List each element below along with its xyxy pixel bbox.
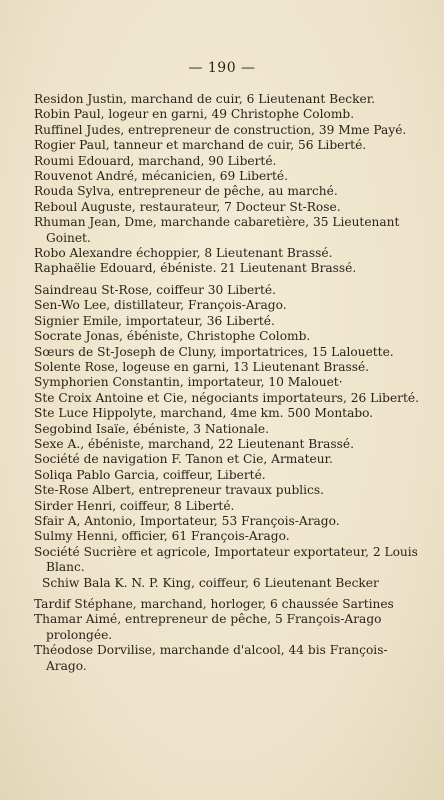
list-item: Sœurs de St-Joseph de Cluny, importatrices, 15 Lalouette. — [34, 344, 394, 359]
list-item: Roumi Edouard, marchand, 90 Liberté. — [34, 153, 277, 168]
directory-list — [34, 92, 428, 674]
page-number: — 190 — — [188, 60, 256, 76]
list-item: Symphorien Constantin, importateur, 10 Malouet· — [34, 375, 343, 390]
list-item: Sulmy Henni, officier, 61 François-Arago. — [34, 529, 290, 544]
list-item: Saindreau St-Rose, coiffeur 30 Liberté. — [34, 282, 276, 297]
list-item: Signier Emile, importateur, 36 Liberté. — [34, 313, 275, 328]
list-item: Sexe A., ébéniste, marchand, 22 Lieutenant Brassé. — [34, 436, 354, 451]
list-item: Ste Luce Hippolyte, marchand, 4me km. 500 Montabo. — [34, 406, 374, 421]
list-item: Théodose Dorvilise, marchande d'alcool, 44 bis François-Arago. — [34, 643, 388, 673]
list-item: Ste-Rose Albert, entrepreneur travaux publics. — [34, 483, 325, 498]
list-item: Residon Justin, marchand de cuir, 6 Lieutenant Becker. — [34, 92, 376, 106]
list-item: Sfair A, Antonio, Importateur, 53 François-Arago. — [34, 513, 340, 528]
list-item: Sen-Wo Lee, distillateur, François-Arago. — [34, 298, 287, 313]
list-item: Rouda Sylva, entrepreneur de pêche, au marché. — [34, 184, 338, 199]
list-item: Schiw Bala K. N. P. King, coiffeur, 6 Lieutenant Becker — [42, 575, 379, 590]
list-item: Rhuman Jean, Dme, marchande cabaretière, 35 Lieutenant Goinet. — [34, 215, 400, 245]
list-item: Soliqa Pablo Garcia, coiffeur, Liberté. — [34, 467, 266, 482]
list-item: Sirder Henri, coiffeur, 8 Liberté. — [34, 498, 235, 513]
list-item: Robin Paul, logeur en garni, 49 Christophe Colomb. — [34, 107, 355, 122]
list-item: Ruffinel Judes, entrepreneur de construction, 39 Mme Payé. — [34, 122, 407, 137]
list-item: Thamar Aimé, entrepreneur de pêche, 5 François-Arago prolongée. — [34, 612, 382, 642]
list-item: Solente Rose, logeuse en garni, 13 Lieutenant Brassé. — [34, 359, 370, 374]
list-item: Ste Croix Antoine et Cie, négociants importateurs, 26 Liberté. — [34, 390, 419, 405]
list-item: Robo Alexandre échoppier, 8 Lieutenant Brassé. — [34, 246, 333, 261]
list-item: Raphaëlie Edouard, ébéniste. 21 Lieutenant Brassé. — [34, 261, 357, 276]
list-item: Rouvenot André, mécanicien, 69 Liberté. — [34, 169, 288, 184]
list-item: Société de navigation F. Tanon et Cie, Armateur. — [34, 452, 333, 467]
list-item: Rogier Paul, tanneur et marchand de cuir, 56 Liberté. — [34, 138, 367, 153]
list-item: Tardif Stéphane, marchand, horloger, 6 chaussée Sartines — [34, 597, 394, 611]
list-item: Segobind Isaïe, ébéniste, 3 Nationale. — [34, 421, 269, 436]
list-item: Reboul Auguste, restaurateur, 7 Docteur St-Rose. — [34, 199, 341, 214]
list-item: Société Sucrière et agricole, Importateur exportateur, 2 Louis Blanc. — [34, 544, 418, 575]
list-item: Socrate Jonas, ébéniste, Christophe Colomb. — [34, 329, 311, 344]
